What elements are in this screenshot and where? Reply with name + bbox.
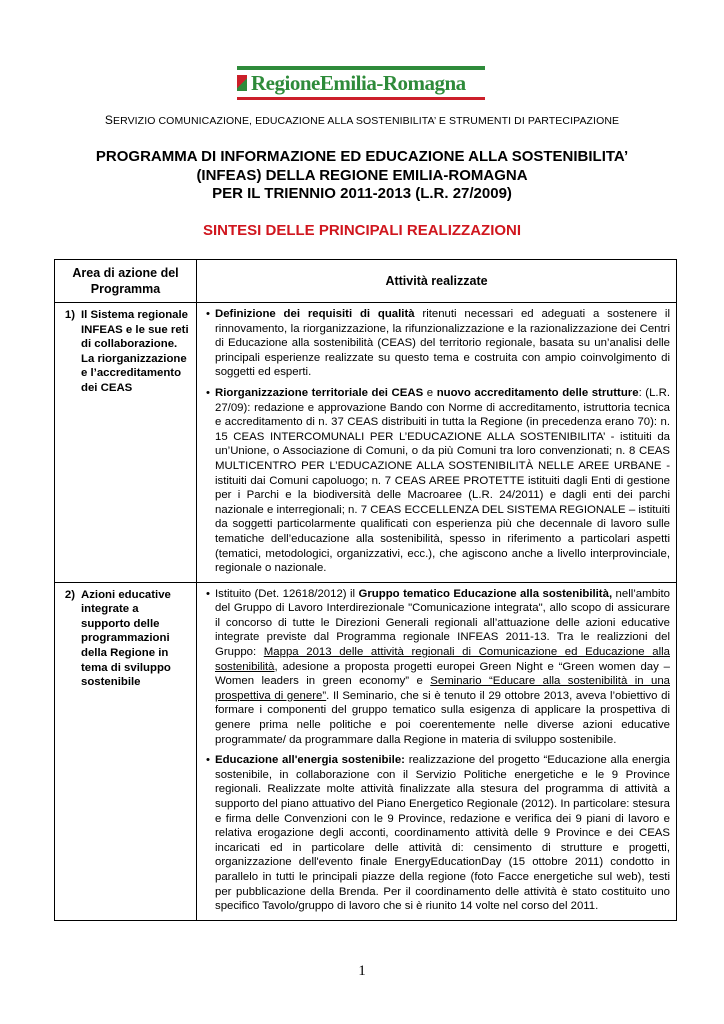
item-heading: Educazione all'energia sostenibile: xyxy=(215,754,405,767)
page-number: 1 xyxy=(358,963,366,979)
item-text-2: , adesione a proposta progetti europei Green Night e “Green women day – Women leaders in green economy” e xyxy=(215,660,670,688)
area-label xyxy=(56,584,195,694)
list-item xyxy=(201,386,670,576)
item-text-3: . Il Seminario, che si è tenuto il 29 ottobre 2013, aveva l’obiettivo di formare i componenti del gruppo tematico sulla esigenza di applicare la prospettiva di genere prima nelle politiche e poi coerentemente nelle diverse azioni educative programmate/ da programmare dalla Regione in materia di sviluppo sostenibile. xyxy=(215,689,670,746)
area-text: Azioni educative integrate a supporto delle programmazioni della Regione in tema di sviluppo sostenibile xyxy=(81,588,171,689)
item-text: nell’ambito del Gruppo di Lavoro Interdirezionale "Comunicazione integrata", allo scopo di assicurare il concorso di tutte le Direzioni Generali regionali all’attuazione delle azioni educative integrate previste dal Programma regionale INFEAS 2011-13. Tra le realizzioni del Gruppo: xyxy=(215,587,670,659)
item-heading: Riorganizzazione territoriale dei CEAS xyxy=(215,386,424,399)
bullet-icon: • xyxy=(206,386,210,399)
seminar-link[interactable]: Seminario “Educare alla sostenibilità in una prospettiva di genere” xyxy=(215,675,670,702)
area-cell xyxy=(55,303,197,583)
service-initial: S xyxy=(104,113,113,127)
list-item xyxy=(201,587,670,748)
area-label xyxy=(56,304,195,400)
activities-cell xyxy=(197,582,677,920)
bullet-icon: • xyxy=(206,754,210,767)
map-link[interactable]: Mappa 2013 delle attività regionali di Comunicazione ed Educazione alla sostenibilità xyxy=(215,646,670,673)
document-title xyxy=(0,148,724,204)
column-header-area: Area di azione del Programma xyxy=(55,260,197,303)
list-item xyxy=(201,753,670,914)
table-row xyxy=(55,303,677,583)
item-heading: Gruppo tematico Educazione alla sostenibilità, xyxy=(358,587,613,600)
logo-wordmark: RegioneEmilia-Romagna xyxy=(237,72,485,94)
item-heading: Definizione dei requisiti di qualità xyxy=(215,308,415,320)
activities-cell xyxy=(197,303,677,583)
area-number: 2) xyxy=(64,588,76,601)
logo-green-stripe xyxy=(237,66,485,70)
document-subtitle: SINTESI DELLE PRINCIPALI REALIZZAZIONI xyxy=(202,222,522,239)
item-text: ritenuti necessari ed adeguati a sostenere il rinnovamento, la riorganizzazione, la rifunzionalizzazione e la razionalizzazione dei Centri di Educazione alla sostenibilità (CEAS) del territorio regionale, basata su un’analisi delle principali esperienze realizzate su questo tema e costruita con ampio coinvolgimento di soggetti ed esperti. xyxy=(215,308,670,379)
title-line-3: PER IL TRIENNIO 2011-2013 (L.R. 27/2009) xyxy=(212,185,512,202)
bullet-icon: • xyxy=(206,587,210,600)
title-line-2: (INFEAS) DELLA REGIONE EMILIA-ROMAGNA xyxy=(196,166,528,184)
item-text: realizzazione del progetto “Educazione alla energia sostenibile, in collaborazione con il Servizio Politiche energetiche e le 9 Province regionali. Realizzate molte attività finalizzate alla stesura del programma di attività a supporto del piano attuativo del Piano Energetico Regionale (2012). In particolare: stesura e firma delle Convenzioni con le 9 Province, redazione e verifica dei 9 piani di lavoro e relativa erogazione degli acconti, coordinamento attività delle 9 Province e dei CEAS incaricati ed in particolare delle attività di: censimento di strutture e progetti, organizzazione dell'evento finale EnergyEducationDay (15 ottobre 2011) condotto in parallelo in tutti le principali piazze della regione (foto Facce energetiche sul web), testi per pubblicazione della Brenda. Per il coordinamento delle attività è stato costituito uno specifico Tavolo/gruppo di lavoro che si è riunito 14 volte nel corso del 2011. xyxy=(215,754,670,913)
area-number: 1) xyxy=(64,309,76,321)
service-heading xyxy=(0,113,724,127)
item-connector: e xyxy=(423,386,437,399)
area-text: Il Sistema regionale INFEAS e le sue reti di collaborazione. La riorganizzazione e l’accreditamento dei CEAS xyxy=(81,309,189,394)
item-text: : (L.R. 27/09): redazione e approvazione Bando con Norme di accreditamento, istruttoria tecnica e accreditamento di n. 37 CEAS distribuiti in tutta la Regione (in precedenza erano 70): n. 15 CEAS INTERCOMUNALI PER L’EDUCAZIONE ALLA SOSTENIBILITA’ - istituiti da un’Unione, o Associazione di Comuni, o da più Comuni tra loro convenzionati; n. 8 CEAS MULTICENTRO PER L’EDUCAZIONE ALLA SOSTENIBILITÀ NELLE AREE URBANE - istituiti dai Comuni capoluogo; n. 7 CEAS AREE PROTETTE istituiti dagli Enti di gestione per i Parchi e la biodiversità delle Macroaree (L.R. 24/2011) e dagli enti dei parchi nazionale e interregionali; n. 7 CEAS ECCELLENZA DEL SISTEMA REGIONALE – istituiti da soggetti particolarmente qualificati con esperienza più che decennale di lavoro sulle tematiche dell’educazione alla sostenibilità, spesso in riferimento a particolari aspetti (tematici, metodologici, organizzativi, ecc.), che agiscono anche a livello interprovinciale, regionale o nazionale. xyxy=(215,386,670,575)
logo-red-stripe xyxy=(237,97,485,100)
bullet-icon: • xyxy=(206,308,210,320)
column-header-activities: Attività realizzate xyxy=(197,260,677,303)
service-rest: ERVIZIO COMUNICAZIONE, EDUCAZIONE ALLA SOSTENIBILITA’ E STRUMENTI DI PARTECIPAZIONE xyxy=(112,115,620,127)
item-heading-2: nuovo accreditamento delle strutture xyxy=(436,386,639,399)
area-cell xyxy=(55,582,197,920)
item-intro: Istituito (Det. 12618/2012) il xyxy=(215,587,359,600)
table-header-row xyxy=(55,260,677,303)
regione-logo xyxy=(237,66,485,100)
activities-table xyxy=(54,259,677,921)
title-line-1: PROGRAMMA DI INFORMAZIONE ED EDUCAZIONE ALLA SOSTENIBILITA’ xyxy=(95,148,629,165)
table-row xyxy=(55,582,677,920)
list-item xyxy=(201,307,670,380)
